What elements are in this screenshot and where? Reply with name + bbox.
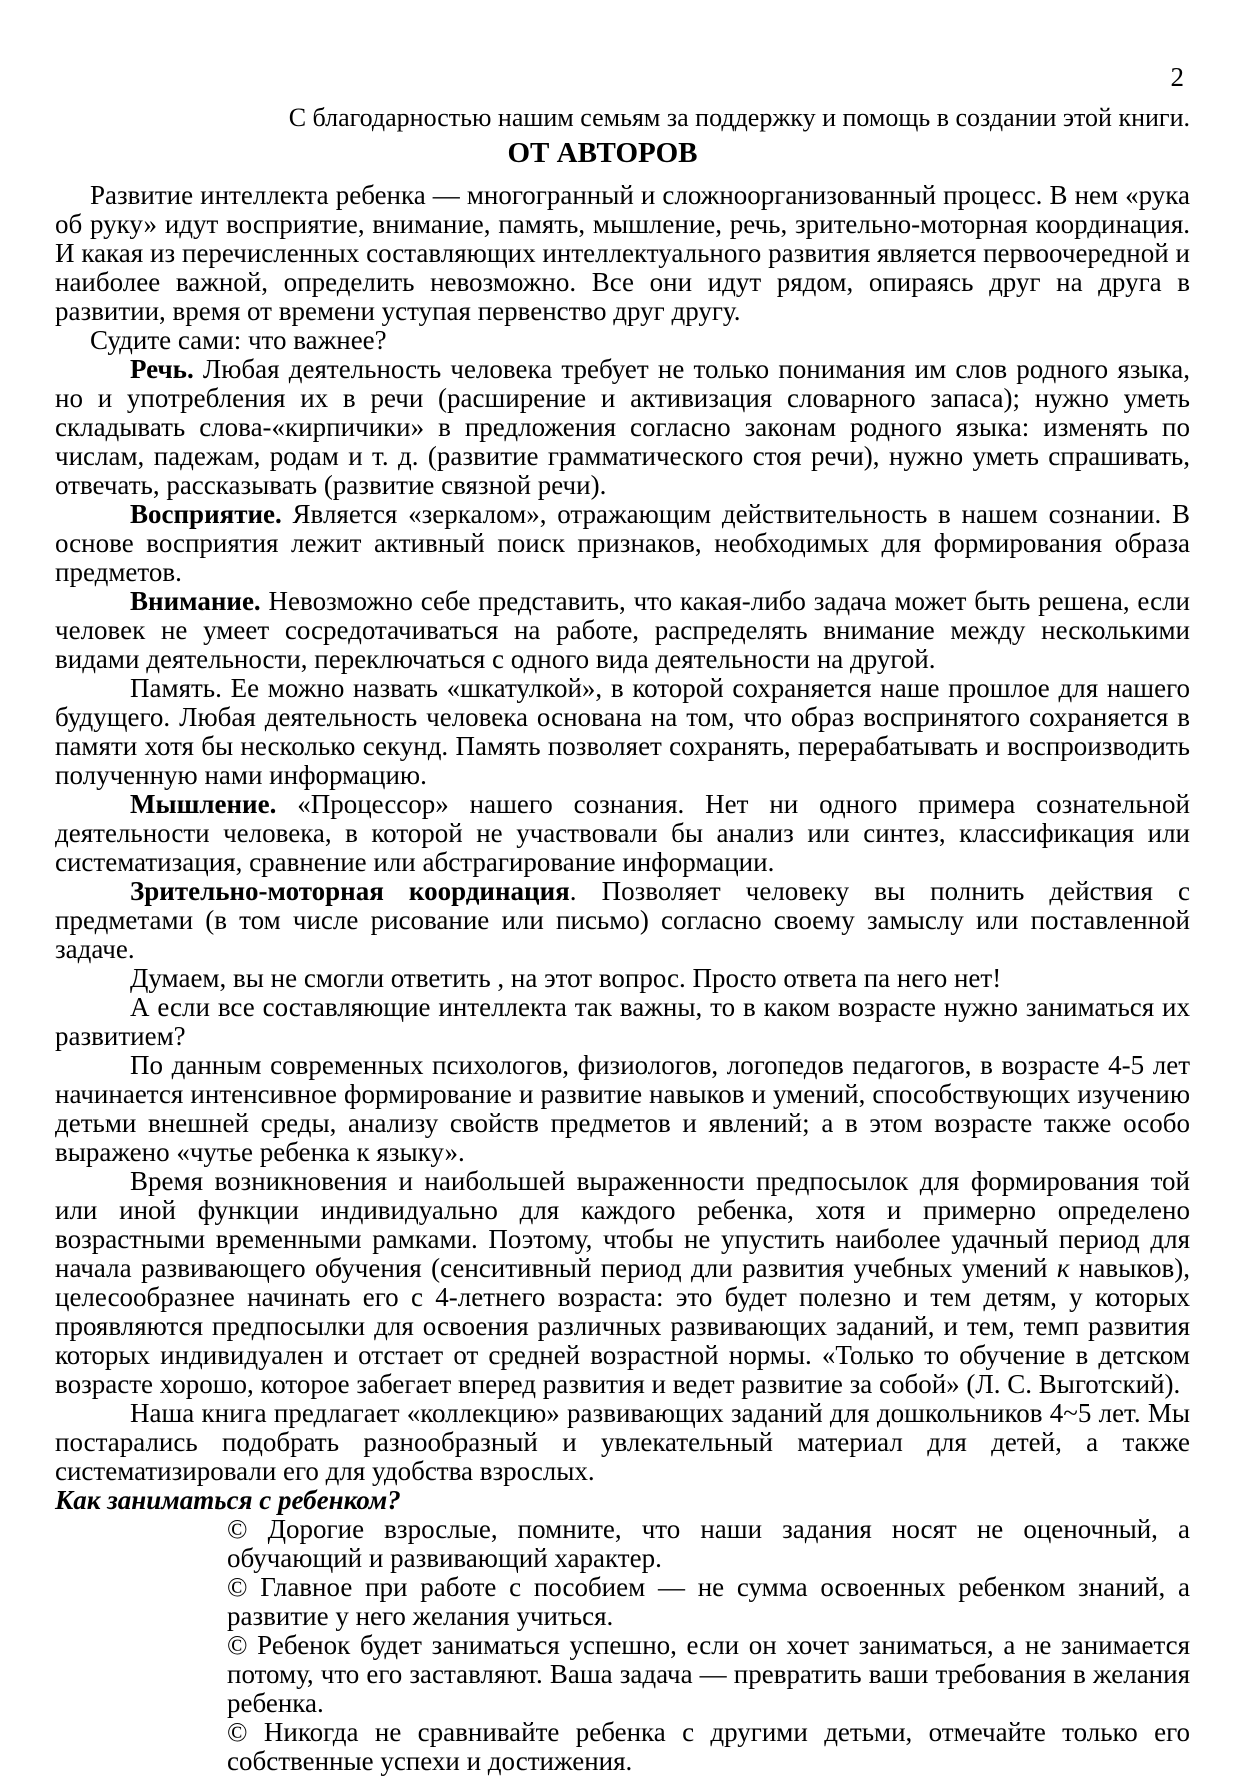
bullet-text: Дорогие взрослые, помните, что наши задания носят не оценочный, а обучающий и развивающий характер. (227, 1514, 1190, 1573)
page-number: 2 (1170, 62, 1184, 92)
paragraph-text: к (1056, 1253, 1070, 1283)
copyright-bullet-icon: © (227, 1717, 264, 1747)
copyright-bullet-icon: © (227, 1514, 268, 1544)
paragraph-text: Память. Ее можно назвать «шкатулкой», в которой сохраняется наше прошлое для нашего будущего. Любая деятельность человека основана на том, что образ воспринятого сохраняется в памяти хотя бы несколько секунд. Память позволяет сохранять, перерабатывать и воспроизводить полученную нами информацию. (55, 673, 1190, 790)
paragraph-lead: Речь. (130, 354, 194, 384)
paragraph (55, 877, 1190, 964)
paragraph-text: А если все составляющие интеллекта так важны, то в каком возрасте нужно заниматься их развитием? (55, 992, 1190, 1051)
bullet-item (227, 1515, 1190, 1573)
dedication-line: С благодарностью нашим семьям за поддержку и помощь в создании этой книги. (288, 103, 1190, 132)
bullet-list (227, 1515, 1190, 1776)
bullet-text: Никогда не сравнивайте ребенка с другими детьми, отмечайте только его собственные успехи и достижения. (227, 1717, 1191, 1776)
paragraph-lead: Мышление. (130, 789, 277, 819)
paragraph-text: Судите сами: что важнее? (90, 325, 387, 355)
bullet-text: Ребенок будет заниматься успешно, если он хочет заниматься, а не занимается потому, что его заставляют. Ваша задача — превратить ваши требования в желания ребенка. (227, 1630, 1190, 1718)
bullet-item (227, 1573, 1190, 1631)
paragraph-text: Думаем, вы не смогли ответить , на этот вопрос. Просто ответа па него нет! (130, 963, 1002, 993)
paragraph-text: Любая деятельность человека требует не только понимания им слов родного языка, но и употребления их в речи (расширение и активизация словарного запаса); нужно уметь складывать слова-«кирпичики» в предложения согласно законам родного языка: изменять по числам, падежам, родам и т. д. (развитие грамматического стоя речи), нужно уметь спрашивать, отвечать, рассказывать (развитие связной речи). (55, 354, 1190, 500)
paragraph-lead: Восприятие. (130, 499, 282, 529)
paragraph-text: «Процессор» нашего сознания. Нет ни одного примера сознательной деятельности человека, в которой не участвовали бы анализ или синтез, классификация или систематизация, сравнение или абстрагирование информации. (55, 789, 1190, 877)
paragraph-text: навыков), целесообразнее начинать его с 4-летнего возраста: это будет полезно и тем детям, у которых проявляются предпосылки для освоения различных развивающих заданий, и тем, темп развития которых индивидуален и отстает от средней возрастной нормы. «Только то обучение в детском возрасте хорошо, которое забегает вперед развития и ведет развитие за собой» (Л. С. Выготский). (55, 1253, 1190, 1399)
paragraph (55, 1167, 1190, 1399)
paragraph-lead: Зрительно-моторная координация (130, 876, 570, 906)
paragraph-text: Невозможно себе представить, что какая-либо задача может быть решена, если человек не умеет сосредотачиваться на работе, распределять внимание между несколькими видами деятельности, переключаться с одного вида деятельности на другой. (55, 586, 1190, 674)
section-heading: Как заниматься с ребенком? (55, 1485, 401, 1515)
paragraph (55, 1399, 1190, 1486)
paragraph-text: Время возникновения и наибольшей выраженности предпосылок для формирования той или иной функции индивидуально для каждого ребенка, хотя и примерно определено возрастными временными рамками. Поэтому, чтобы не упустить наиболее удачный период для начала развивающего обучения (сенситивный период дли развития учебных умений (55, 1166, 1190, 1283)
paragraph (55, 674, 1190, 790)
bullet-item (227, 1631, 1190, 1718)
paragraph (55, 993, 1190, 1051)
paragraph (55, 181, 1190, 326)
paragraph (55, 355, 1190, 500)
paragraph (55, 326, 1190, 355)
paragraph-lead: Внимание. (130, 586, 261, 616)
bullet-item (227, 1718, 1190, 1776)
copyright-bullet-icon: © (227, 1572, 261, 1602)
copyright-bullet-icon: © (227, 1630, 258, 1660)
paragraph (55, 500, 1190, 587)
paragraph-text: По данным современных психологов, физиологов, логопедов педагогов, в возрасте 4-5 лет начинается интенсивное формирование и развитие навыков и умений, способствующих изучению детьми внешней среды, анализу свойств предметов и явлений; а в этом возрасте также особо выражено «чутье ребенка к языку». (55, 1050, 1190, 1167)
paragraph-text: . Позволяет человеку вы полнить действия с предметами (в том числе рисование или письмо) согласно своему замыслу или поставленной задаче. (55, 876, 1190, 964)
paragraph (55, 964, 1190, 993)
authors-heading: ОТ АВТОРОВ (507, 137, 698, 169)
paragraph (55, 1051, 1190, 1167)
paragraph (55, 587, 1190, 674)
paragraph (55, 790, 1190, 877)
bullet-text: Главное при работе с пособием — не сумма освоенных ребенком знаний, а развитие у него желания учиться. (227, 1572, 1190, 1631)
paragraph-text: Развитие интеллекта ребенка — многогранный и сложноорганизованный процесс. В нем «рука об руку» идут восприятие, внимание, память, мышление, речь, зрительно-моторная координация. И какая из перечисленных составляющих интеллектуального развития является первоочередной и наиболее важной, определить невозможно. Все они идут рядом, опираясь друг на друга в развитии, время от времени уступая первенство друг другу. (55, 180, 1190, 326)
body-paragraphs (55, 181, 1190, 1486)
paragraph-text: Наша книга предлагает «коллекцию» развивающих заданий для дошкольников 4~5 лет. Мы постарались подобрать разнообразный и увлекательный материал для детей, а также систематизировали его для удобства взрослых. (55, 1398, 1190, 1486)
paragraph-text: Является «зеркалом», отражающим действительность в нашем сознании. В основе восприятия лежит активный поиск признаков, необходимых для формирования образа предметов. (55, 499, 1190, 587)
